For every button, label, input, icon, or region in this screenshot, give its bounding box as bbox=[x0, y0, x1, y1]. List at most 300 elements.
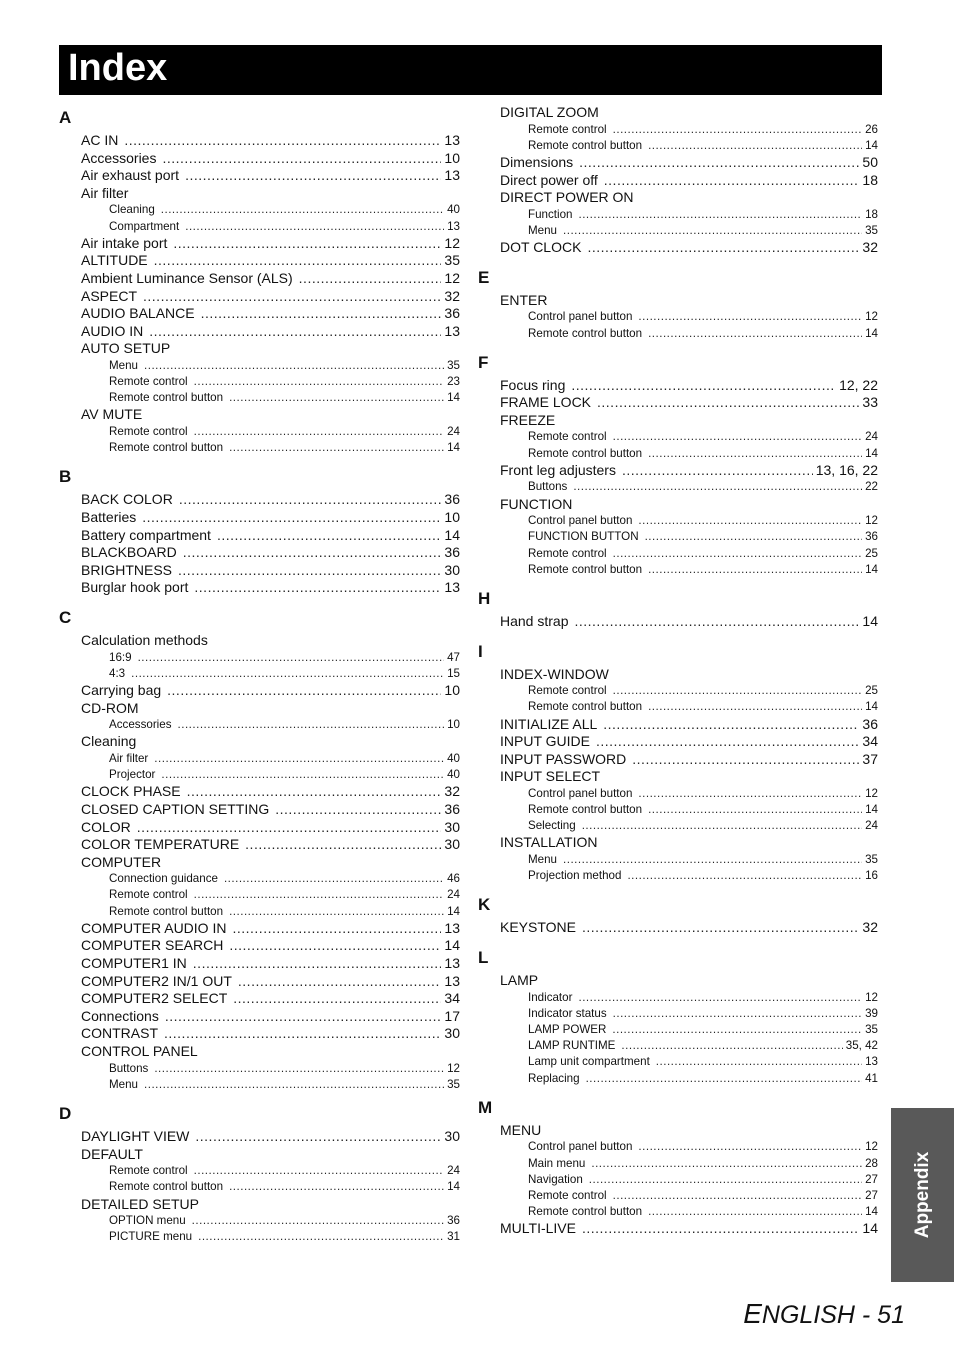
dot-leader bbox=[229, 440, 444, 456]
dot-leader bbox=[178, 717, 445, 733]
dot-leader bbox=[149, 323, 441, 341]
entry-label: Connections bbox=[81, 1007, 159, 1024]
entry-page: 26 bbox=[865, 122, 878, 136]
index-entry bbox=[59, 150, 460, 168]
index-subentry bbox=[59, 440, 460, 456]
entry-label: Remote control button bbox=[109, 441, 224, 455]
index-subentry bbox=[478, 1156, 878, 1172]
entry-label: Buttons bbox=[528, 480, 568, 494]
index-subentry bbox=[478, 1139, 878, 1155]
dot-leader bbox=[194, 374, 444, 390]
index-entry bbox=[478, 972, 878, 990]
entry-label: 4:3 bbox=[109, 666, 126, 680]
index-entry bbox=[59, 323, 460, 341]
dot-leader bbox=[648, 699, 862, 715]
entry-page: 14 bbox=[447, 441, 460, 455]
entry-page: 14 bbox=[865, 446, 878, 460]
index-subentry bbox=[59, 219, 460, 235]
entry-label: COLOR TEMPERATURE bbox=[81, 836, 240, 853]
index-subentry bbox=[478, 309, 878, 325]
dot-leader bbox=[217, 527, 441, 545]
entry-page: 14 bbox=[865, 1205, 878, 1219]
entry-label: Remote control bbox=[528, 430, 607, 444]
index-subentry bbox=[478, 1054, 878, 1070]
entry-label: FUNCTION bbox=[500, 495, 573, 512]
entry-page: 14 bbox=[444, 526, 460, 543]
index-subentry bbox=[59, 887, 460, 903]
dot-leader bbox=[194, 1163, 444, 1179]
entry-page: 46 bbox=[447, 872, 460, 886]
entry-page: 12 bbox=[865, 990, 878, 1004]
entry-label: Dimensions bbox=[500, 153, 574, 170]
entry-page: 22 bbox=[865, 480, 878, 494]
index-entry bbox=[59, 167, 460, 185]
entry-label: Selecting bbox=[528, 819, 576, 833]
entry-label: Indicator status bbox=[528, 1006, 607, 1020]
entry-label: Main menu bbox=[528, 1156, 586, 1170]
dot-leader bbox=[161, 767, 444, 783]
dot-leader bbox=[183, 544, 442, 562]
dot-leader bbox=[613, 546, 862, 562]
entry-label: FUNCTION BUTTON bbox=[528, 530, 639, 544]
entry-label: Remote control button bbox=[109, 1180, 224, 1194]
entry-label: MENU bbox=[500, 1121, 542, 1138]
entry-label: Control panel button bbox=[528, 514, 633, 528]
entry-page: 47 bbox=[447, 650, 460, 664]
dot-leader bbox=[586, 1071, 863, 1087]
index-subentry bbox=[478, 818, 878, 834]
dot-leader bbox=[648, 1204, 862, 1220]
index-entry bbox=[59, 527, 460, 545]
entry-label: Remote control button bbox=[528, 446, 643, 460]
dot-leader bbox=[613, 429, 862, 445]
appendix-side-tab bbox=[891, 1108, 954, 1282]
entry-page: 36 bbox=[444, 491, 460, 508]
index-entry bbox=[59, 973, 460, 991]
entry-label: ALTITUDE bbox=[81, 252, 148, 269]
entry-page: 14 bbox=[865, 803, 878, 817]
dot-leader bbox=[621, 1038, 842, 1054]
entry-page: 35 bbox=[447, 1077, 460, 1091]
index-entry bbox=[59, 544, 460, 562]
index-entry bbox=[59, 819, 460, 837]
entry-label: CLOSED CAPTION SETTING bbox=[81, 800, 270, 817]
index-subentry bbox=[478, 479, 878, 495]
entry-label: 16:9 bbox=[109, 650, 132, 664]
entry-label: COMPUTER1 IN bbox=[81, 955, 187, 972]
entry-page: 13 bbox=[444, 167, 460, 184]
footer-cap: E bbox=[743, 1298, 762, 1329]
entry-page: 12 bbox=[865, 514, 878, 528]
index-subentry bbox=[478, 802, 878, 818]
entry-label: AUDIO BALANCE bbox=[81, 305, 195, 322]
dot-leader bbox=[124, 132, 441, 150]
index-entry bbox=[59, 836, 460, 854]
index-subentry bbox=[59, 717, 460, 733]
entry-label: ENTER bbox=[500, 291, 548, 308]
index-entry bbox=[59, 955, 460, 973]
entry-page: 14 bbox=[862, 1220, 878, 1237]
entry-label: ASPECT bbox=[81, 287, 138, 304]
entry-label: COMPUTER AUDIO IN bbox=[81, 919, 227, 936]
index-subentry bbox=[478, 852, 878, 868]
index-entry bbox=[59, 682, 460, 700]
entry-page: 18 bbox=[862, 171, 878, 188]
entry-page: 30 bbox=[444, 818, 460, 835]
index-entry bbox=[59, 185, 460, 203]
entry-page: 30 bbox=[444, 1025, 460, 1042]
entry-label: DIRECT POWER ON bbox=[500, 189, 634, 206]
entry-page: 34 bbox=[444, 990, 460, 1007]
dot-leader bbox=[591, 1156, 862, 1172]
entry-label: Menu bbox=[528, 853, 558, 867]
entry-label: Air filter bbox=[109, 751, 149, 765]
entry-page: 32 bbox=[862, 239, 878, 256]
index-subentry bbox=[478, 1006, 878, 1022]
dot-leader bbox=[185, 219, 444, 235]
entry-page: 36 bbox=[444, 305, 460, 322]
entry-label: CONTROL PANEL bbox=[81, 1043, 198, 1059]
index-entry bbox=[59, 783, 460, 801]
entry-label: Remote control bbox=[109, 1164, 188, 1178]
index-entry bbox=[59, 700, 460, 718]
entry-label: CD-ROM bbox=[81, 699, 139, 716]
entry-label: LAMP RUNTIME bbox=[528, 1039, 616, 1053]
index-subentry bbox=[478, 529, 878, 545]
dot-leader bbox=[613, 1006, 862, 1022]
entry-label: Menu bbox=[109, 1077, 139, 1091]
index-entry bbox=[478, 834, 878, 852]
index-subentry bbox=[59, 424, 460, 440]
entry-label: Remote control bbox=[528, 684, 607, 698]
dot-leader bbox=[167, 682, 441, 700]
entry-page: 13 bbox=[444, 132, 460, 148]
entry-label: Calculation methods bbox=[81, 632, 208, 648]
entry-label: Air filter bbox=[81, 184, 129, 201]
dot-leader bbox=[154, 252, 442, 270]
entry-page: 14 bbox=[865, 138, 878, 152]
dot-leader bbox=[144, 358, 444, 374]
index-entry bbox=[478, 919, 878, 937]
index-subentry bbox=[59, 1163, 460, 1179]
entry-label: Ambient Luminance Sensor (ALS) bbox=[81, 269, 293, 286]
index-entry bbox=[478, 1122, 878, 1140]
dot-leader bbox=[224, 871, 444, 887]
dot-leader bbox=[185, 167, 441, 185]
index-entry bbox=[478, 733, 878, 751]
entry-page: 13 bbox=[447, 219, 460, 233]
index-entry bbox=[59, 632, 460, 650]
dot-leader bbox=[578, 990, 862, 1006]
index-entry bbox=[478, 239, 878, 257]
index-subentry bbox=[478, 326, 878, 342]
entry-label: INDEX-WINDOW bbox=[500, 665, 609, 682]
entry-label: Accessories bbox=[81, 149, 157, 166]
entry-page: 13 bbox=[444, 919, 460, 936]
entry-page: 12 bbox=[447, 1061, 460, 1075]
entry-label: Buttons bbox=[109, 1061, 149, 1075]
dot-leader bbox=[578, 207, 862, 223]
entry-label: Remote control button bbox=[528, 562, 643, 576]
dot-leader bbox=[162, 150, 441, 168]
entry-label: Remote control button bbox=[109, 391, 224, 405]
page-title: Index bbox=[68, 47, 168, 89]
entry-label: Focus ring bbox=[500, 376, 566, 393]
index-subentry bbox=[478, 990, 878, 1006]
index-entry bbox=[478, 154, 878, 172]
entry-page: 37 bbox=[862, 750, 878, 767]
section-letter: F bbox=[478, 352, 489, 372]
entry-page: 13 bbox=[444, 579, 460, 596]
index-entry bbox=[478, 1220, 878, 1238]
dot-leader bbox=[574, 613, 859, 631]
entry-label: KEYSTONE bbox=[500, 919, 576, 936]
dot-leader bbox=[645, 529, 863, 545]
index-subentry bbox=[478, 207, 878, 223]
entry-page: 10 bbox=[447, 718, 460, 732]
entry-label: DEFAULT bbox=[81, 1145, 143, 1162]
index-subentry bbox=[59, 358, 460, 374]
entry-label: Menu bbox=[109, 358, 139, 372]
entry-page: 33 bbox=[862, 394, 878, 411]
entry-label: COMPUTER2 SELECT bbox=[81, 990, 228, 1007]
section-letter: I bbox=[478, 641, 483, 661]
entry-label: Compartment bbox=[109, 219, 180, 233]
entry-page: 30 bbox=[444, 561, 460, 578]
section-letter: A bbox=[59, 108, 72, 127]
entry-page: 40 bbox=[447, 768, 460, 782]
dot-leader bbox=[589, 1172, 862, 1188]
entry-label: AV MUTE bbox=[81, 406, 143, 423]
index-subentry bbox=[59, 1061, 460, 1077]
entry-label: COMPUTER bbox=[81, 853, 162, 870]
dot-leader bbox=[648, 562, 862, 578]
entry-page: 32 bbox=[862, 919, 878, 936]
dot-leader bbox=[165, 1008, 442, 1026]
index-entry bbox=[478, 172, 878, 190]
index-subentry bbox=[59, 1213, 460, 1229]
entry-page: 35 bbox=[444, 252, 460, 269]
entry-page: 30 bbox=[444, 836, 460, 853]
entry-page: 13 bbox=[444, 955, 460, 972]
entry-page: 12 bbox=[444, 234, 460, 251]
index-entry bbox=[478, 496, 878, 514]
entry-label: CLOCK PHASE bbox=[81, 783, 181, 800]
dot-leader bbox=[161, 202, 444, 218]
entry-label: MULTI-LIVE bbox=[500, 1220, 576, 1237]
index-subentry bbox=[59, 751, 460, 767]
entry-label: Carrying bag bbox=[81, 681, 162, 698]
dot-leader bbox=[229, 1179, 444, 1195]
entry-label: Remote control button bbox=[528, 326, 643, 340]
entry-page: 41 bbox=[865, 1071, 878, 1085]
section-letter: B bbox=[59, 467, 72, 487]
index-subentry bbox=[478, 1204, 878, 1220]
index-subentry bbox=[59, 374, 460, 390]
dot-leader bbox=[582, 818, 862, 834]
index-entry bbox=[59, 1008, 460, 1026]
entry-page: 12, 22 bbox=[839, 376, 878, 393]
entry-label: AUDIO IN bbox=[81, 322, 144, 339]
entry-page: 16 bbox=[865, 869, 878, 883]
dot-leader bbox=[173, 235, 441, 253]
entry-label: Cleaning bbox=[81, 733, 137, 750]
entry-page: 24 bbox=[865, 430, 878, 444]
entry-label: Projection method bbox=[528, 869, 622, 883]
index-entry bbox=[59, 406, 460, 424]
entry-label: Air exhaust port bbox=[81, 167, 180, 184]
entry-label: Front leg adjusters bbox=[500, 461, 616, 478]
dot-leader bbox=[563, 852, 862, 868]
entry-label: AUTO SETUP bbox=[81, 340, 171, 357]
entry-page: 13 bbox=[444, 972, 460, 989]
index-subentry bbox=[478, 1022, 878, 1038]
page-footer bbox=[743, 1298, 905, 1330]
entry-page: 12 bbox=[444, 269, 460, 286]
entry-page: 50 bbox=[862, 153, 878, 170]
index-entry bbox=[478, 394, 878, 412]
dot-leader bbox=[597, 394, 859, 412]
index-subentry bbox=[478, 223, 878, 239]
entry-page: 13 bbox=[865, 1055, 878, 1069]
entry-label: Menu bbox=[528, 223, 558, 237]
dot-leader bbox=[627, 868, 862, 884]
entry-label: Remote control bbox=[109, 425, 188, 439]
index-subentry bbox=[478, 786, 878, 802]
dot-leader bbox=[194, 887, 444, 903]
index-title-bar bbox=[59, 45, 882, 95]
index-entry bbox=[59, 509, 460, 527]
entry-label: PICTURE menu bbox=[109, 1230, 193, 1244]
entry-page: 15 bbox=[447, 666, 460, 680]
footer-text: NGLISH - 51 bbox=[761, 1301, 905, 1329]
dot-leader bbox=[143, 288, 441, 306]
dot-leader bbox=[233, 990, 441, 1008]
index-entry bbox=[59, 235, 460, 253]
entry-page: 35 bbox=[447, 358, 460, 372]
dot-leader bbox=[193, 955, 442, 973]
entry-label: AC IN bbox=[81, 132, 119, 148]
side-tab-label: Appendix bbox=[911, 1151, 933, 1239]
index-subentry bbox=[478, 699, 878, 715]
index-entry bbox=[59, 305, 460, 323]
entry-label: Remote control button bbox=[109, 904, 224, 918]
dot-leader bbox=[229, 904, 444, 920]
dot-leader bbox=[192, 1213, 444, 1229]
index-subentry bbox=[478, 683, 878, 699]
dot-leader bbox=[154, 751, 444, 767]
dot-leader bbox=[648, 446, 862, 462]
dot-leader bbox=[275, 801, 441, 819]
dot-leader bbox=[638, 1139, 862, 1155]
section-letter: H bbox=[478, 588, 491, 608]
dot-leader bbox=[138, 650, 445, 666]
entry-label: Indicator bbox=[528, 990, 573, 1004]
dot-leader bbox=[299, 270, 442, 288]
index-entry bbox=[478, 292, 878, 310]
index-entry bbox=[59, 1025, 460, 1043]
entry-label: Control panel button bbox=[528, 786, 633, 800]
index-entry bbox=[478, 377, 878, 395]
entry-page: 24 bbox=[447, 1164, 460, 1178]
index-entry bbox=[59, 854, 460, 872]
entry-label: Remote control bbox=[528, 122, 607, 136]
dot-leader bbox=[638, 513, 862, 529]
section-letter: L bbox=[478, 948, 489, 968]
entry-page: 34 bbox=[862, 733, 878, 750]
index-subentry bbox=[59, 1229, 460, 1245]
dot-leader bbox=[571, 377, 836, 395]
entry-page: 27 bbox=[865, 1188, 878, 1202]
dot-leader bbox=[194, 579, 441, 597]
index-subentry bbox=[478, 429, 878, 445]
entry-label: Cleaning bbox=[109, 203, 155, 217]
entry-page: 14 bbox=[444, 937, 460, 954]
entry-label: Connection guidance bbox=[109, 872, 218, 886]
index-column-left bbox=[59, 104, 460, 1253]
dot-leader bbox=[144, 1077, 444, 1093]
index-entry bbox=[478, 104, 878, 122]
dot-leader bbox=[613, 1188, 862, 1204]
dot-leader bbox=[612, 1022, 862, 1038]
entry-page: 17 bbox=[444, 1007, 460, 1024]
index-entry bbox=[59, 132, 460, 150]
index-entry bbox=[59, 1146, 460, 1164]
entry-label: Remote control bbox=[528, 546, 607, 560]
entry-label: INITIALIZE ALL bbox=[500, 715, 598, 732]
entry-label: Battery compartment bbox=[81, 526, 211, 543]
entry-label: BRIGHTNESS bbox=[81, 561, 173, 578]
entry-label: Navigation bbox=[528, 1172, 583, 1186]
dot-leader bbox=[232, 920, 441, 938]
entry-page: 24 bbox=[447, 425, 460, 439]
index-entry bbox=[59, 288, 460, 306]
index-entry bbox=[478, 462, 878, 480]
entry-page: 14 bbox=[447, 904, 460, 918]
entry-page: 36 bbox=[447, 1214, 460, 1228]
section-letter: D bbox=[59, 1103, 72, 1123]
dot-leader bbox=[622, 462, 813, 480]
dot-leader bbox=[596, 733, 859, 751]
index-subentry bbox=[478, 546, 878, 562]
index-entry bbox=[59, 1128, 460, 1146]
entry-page: 36 bbox=[444, 544, 460, 561]
entry-label: Remote control bbox=[109, 888, 188, 902]
index-column-right bbox=[478, 104, 878, 1245]
dot-leader bbox=[179, 491, 442, 509]
section-letter: K bbox=[478, 895, 491, 915]
index-entry bbox=[59, 579, 460, 597]
entry-page: 24 bbox=[865, 819, 878, 833]
entry-label: BLACKBOARD bbox=[81, 544, 177, 561]
index-subentry bbox=[59, 650, 460, 666]
index-subentry bbox=[59, 202, 460, 218]
dot-leader bbox=[563, 223, 862, 239]
index-subentry bbox=[59, 904, 460, 920]
entry-page: 12 bbox=[865, 786, 878, 800]
dot-leader bbox=[201, 305, 442, 323]
dot-leader bbox=[648, 802, 862, 818]
entry-page: 28 bbox=[865, 1156, 878, 1170]
dot-leader bbox=[142, 509, 441, 527]
dot-leader bbox=[187, 783, 442, 801]
entry-label: Direct power off bbox=[500, 171, 598, 188]
entry-label: BACK COLOR bbox=[81, 491, 173, 508]
dot-leader bbox=[164, 1025, 441, 1043]
entry-label: COMPUTER SEARCH bbox=[81, 937, 224, 954]
entry-label: Lamp unit compartment bbox=[528, 1055, 650, 1069]
dot-leader bbox=[195, 1128, 441, 1146]
